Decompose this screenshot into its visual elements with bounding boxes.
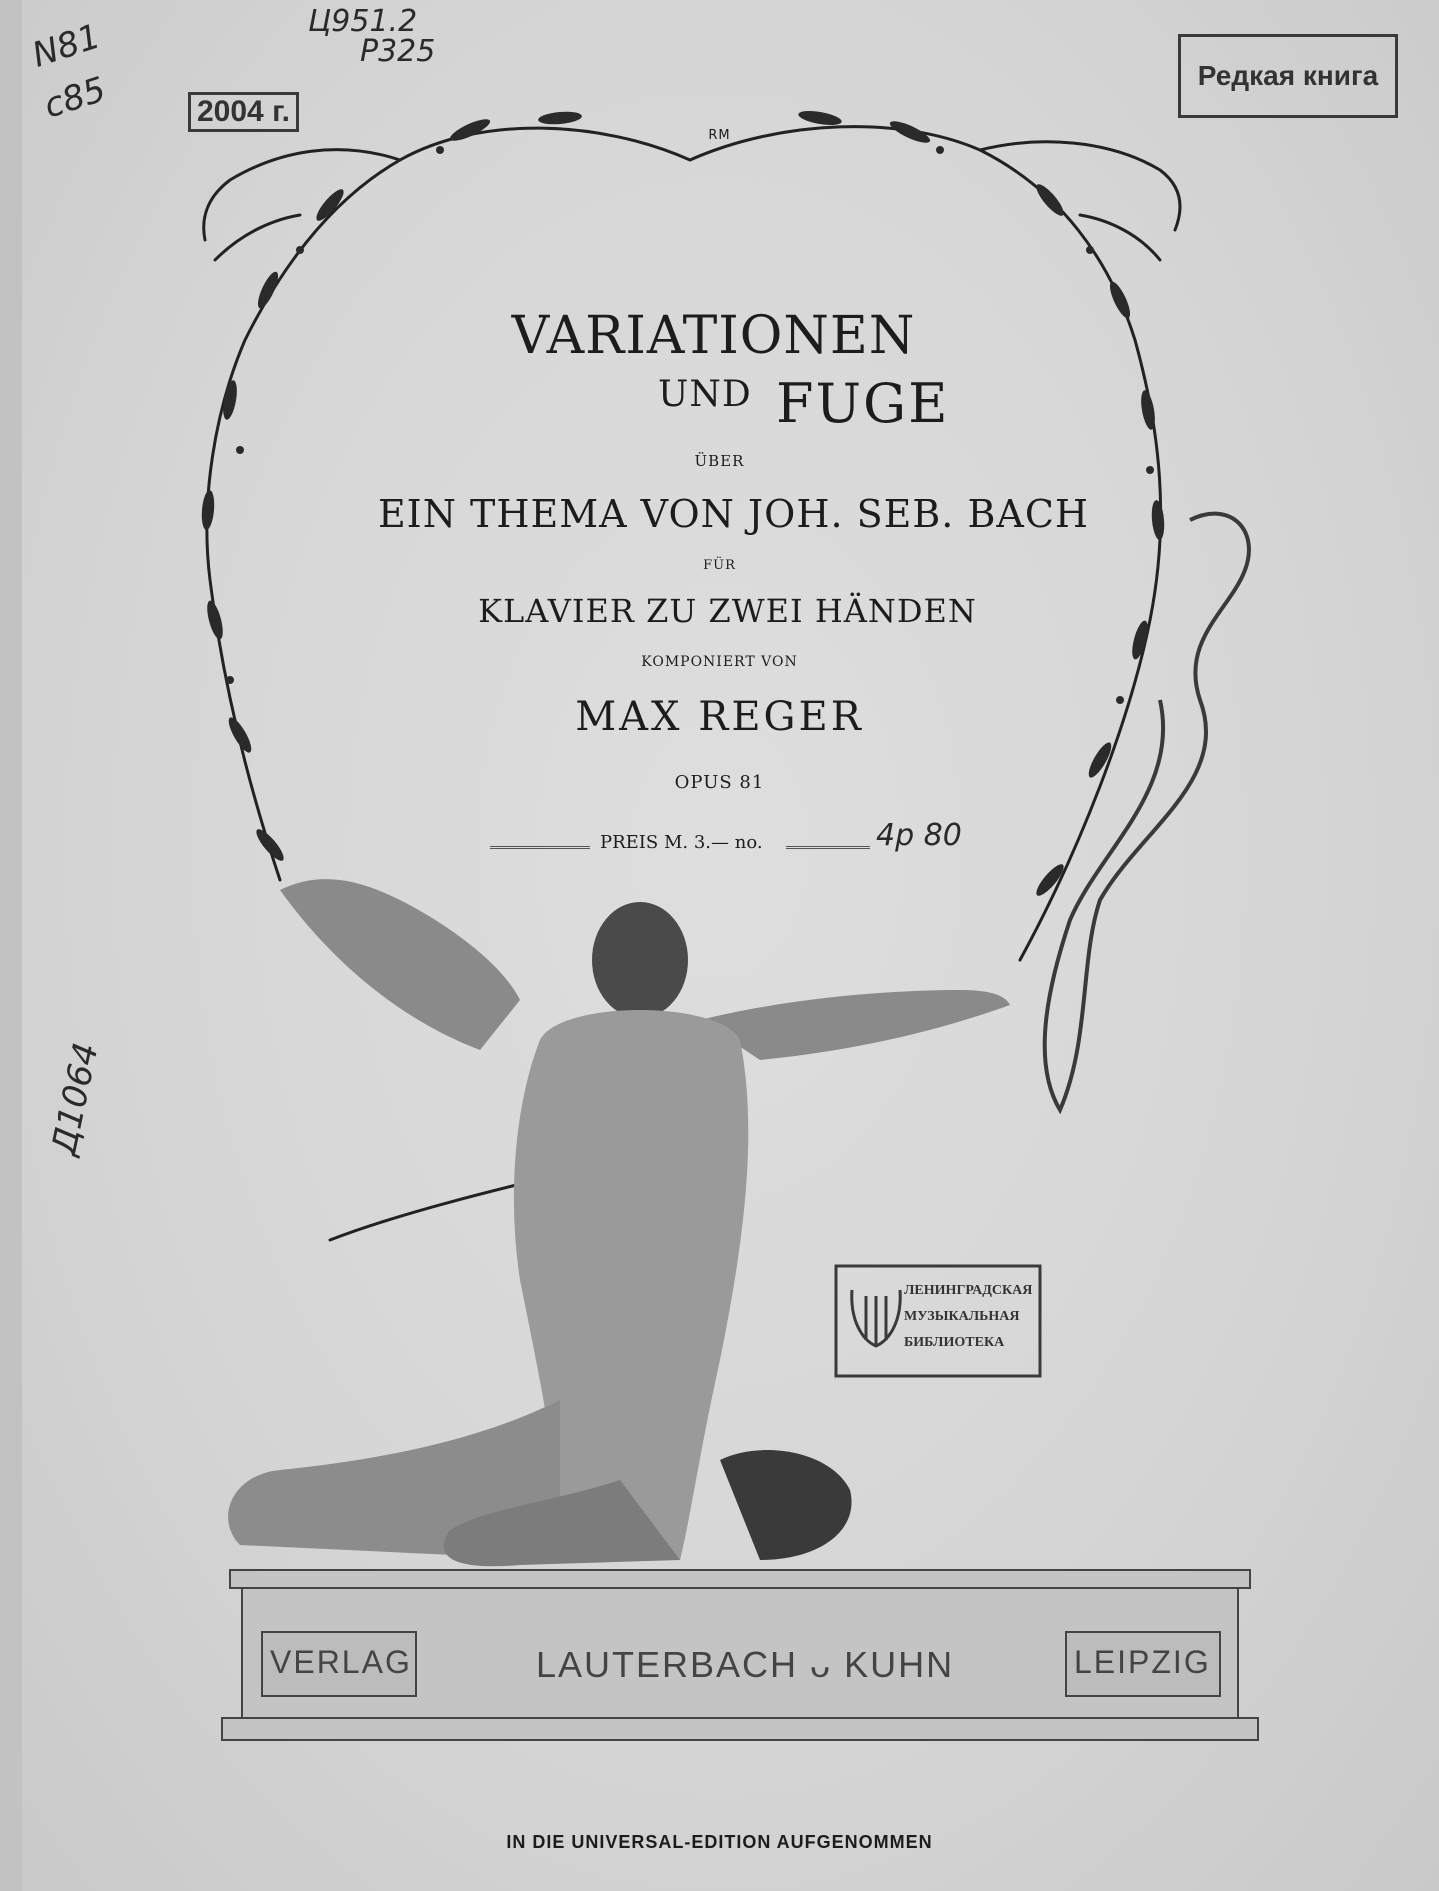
plinth-publisher: LAUTERBACH ᴗ KUHN xyxy=(536,1644,955,1685)
shelf-mark-2: Р325 xyxy=(360,34,436,69)
opus-number: OPUS 81 xyxy=(674,772,765,793)
library-stamp-line-2: МУЗЫКАЛЬНАЯ xyxy=(904,1309,1020,1324)
plinth-verlag: VERLAG xyxy=(270,1644,412,1680)
year-stamp: 2004 г. xyxy=(188,92,299,132)
handwritten-price: 4р 80 xyxy=(876,818,962,853)
shelf-mark-1: Ц951.2 xyxy=(308,4,418,39)
side-number: Д1064 xyxy=(44,1039,107,1159)
library-stamp-line-3: БИБЛИОТЕКА xyxy=(904,1335,1005,1350)
instrument-line: KLAVIER ZU ZWEI HÄNDEN xyxy=(478,592,977,630)
text-fuer: FÜR xyxy=(703,558,736,573)
subject-line: EIN THEMA VON JOH. SEB. BACH xyxy=(377,492,1090,536)
price-rule-right xyxy=(786,846,870,849)
price-text: PREIS M. 3.— no. xyxy=(600,832,763,853)
corner-note-1: N81 xyxy=(27,16,106,76)
library-stamp-text xyxy=(904,1278,1032,1356)
corner-note-2: с85 xyxy=(39,69,111,127)
title-fuge: FUGE xyxy=(776,372,950,435)
text-ueber: ÜBER xyxy=(694,452,745,470)
monogram: RM xyxy=(708,128,731,143)
rare-book-stamp: Редкая книга xyxy=(1178,34,1398,118)
composer-name: MAX REGER xyxy=(575,694,864,740)
footer-note: IN DIE UNIVERSAL-EDITION AUFGENOMMEN xyxy=(506,1832,933,1852)
title-und: UND xyxy=(658,374,752,415)
komponiert-von: KOMPONIERT VON xyxy=(641,654,798,670)
binding-edge xyxy=(0,0,22,1891)
price-rule-left xyxy=(490,846,590,849)
plinth-leipzig: LEIPZIG xyxy=(1074,1644,1211,1680)
library-stamp-line-1: ЛЕНИНГРАДСКАЯ xyxy=(904,1283,1033,1298)
kneeling-figure-illustration xyxy=(228,879,1010,1566)
title-variationen: VARIATIONEN xyxy=(511,306,916,366)
lyre-icon xyxy=(852,1290,900,1346)
